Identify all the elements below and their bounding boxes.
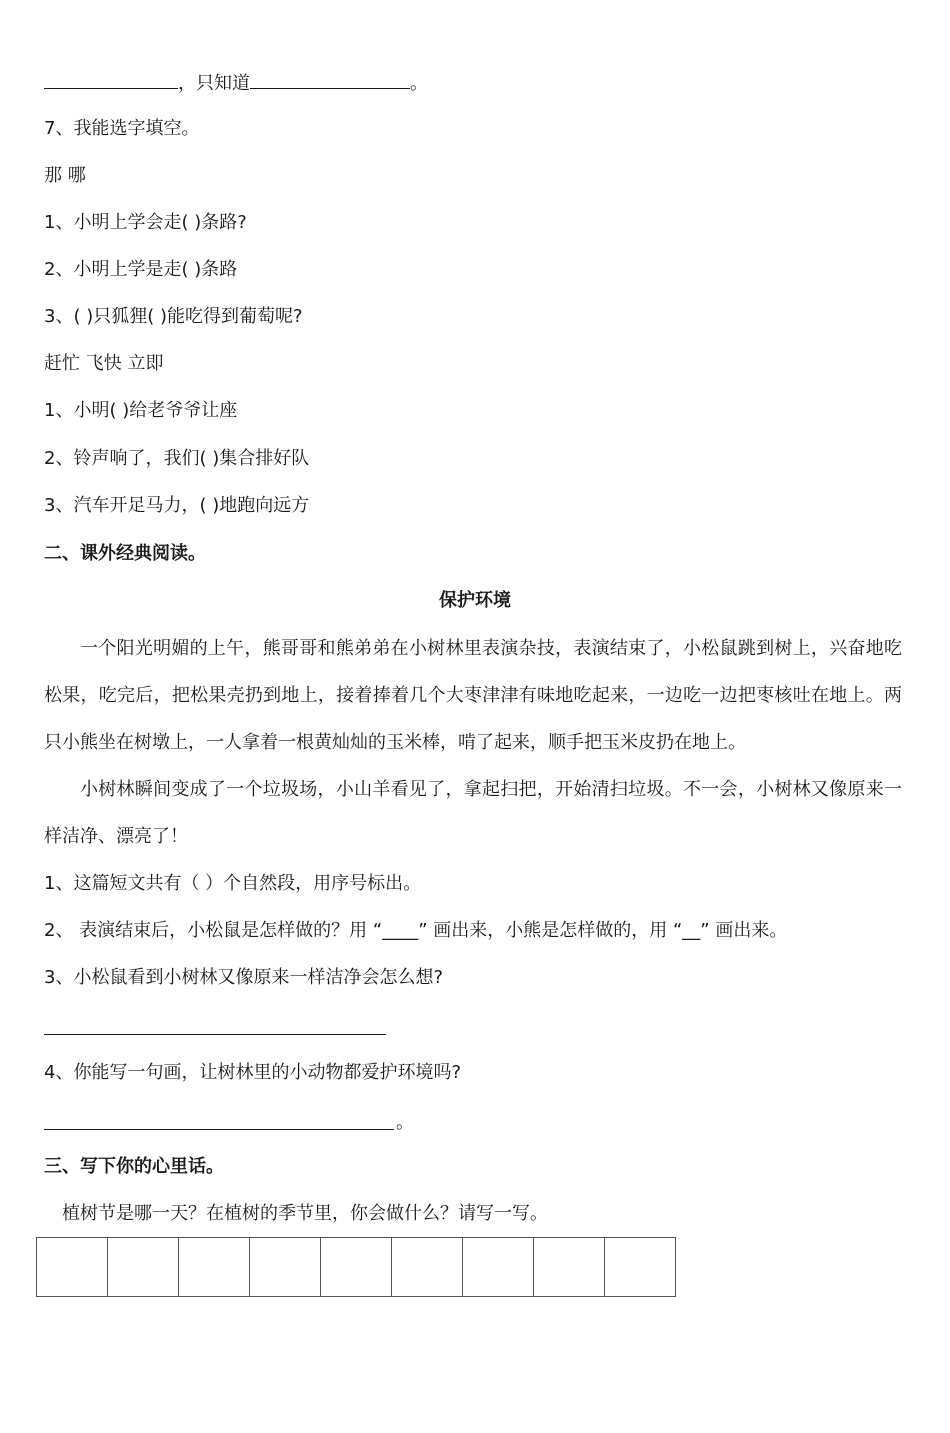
passage-paragraph: 一个阳光明媚的上午，熊哥哥和熊弟弟在小树林里表演杂技，表演结束了，小松鼠跳到树上，兴奋地吃松果，吃完后，把松果壳扔到地上，接着捧着几个大枣津津有味地吃起来，一边吃一边把枣核吐在地上。两只小熊坐在树墩上，一人拿着一根黄灿灿的玉米棒，啃了起来，顺手把玉米皮扔在地上。 (44, 638, 902, 753)
grid-cell[interactable] (392, 1238, 463, 1297)
grid-cell[interactable] (463, 1238, 534, 1297)
grid-cell[interactable] (534, 1238, 605, 1297)
grid-cell[interactable] (179, 1238, 250, 1297)
grid-cell[interactable] (37, 1238, 108, 1297)
question: 1、这篇短文共有（ ）个自然段，用序号标出。 (44, 873, 422, 894)
list-item: 3、汽车开足马力，( )地跑向远方 (44, 495, 310, 516)
grid-cell[interactable] (605, 1238, 676, 1297)
grid-cell[interactable] (250, 1238, 321, 1297)
section-heading: 三、写下你的心里话。 (44, 1156, 224, 1177)
fill-in-line (44, 70, 428, 96)
line-text: ，只知道 (178, 73, 250, 94)
writing-prompt: 植树节是哪一天？在植树的季节里，你会做什么？请写一写。 (62, 1203, 548, 1224)
answer-line[interactable] (44, 1034, 386, 1035)
answer-end: 。 (396, 1112, 414, 1133)
question: 3、小松鼠看到小树林又像原来一样洁净会怎么想? (44, 967, 444, 988)
answer-blank[interactable] (44, 70, 178, 89)
q7-heading: 7、我能选字填空。 (44, 118, 200, 139)
list-item: 1、小明( )给老爷爷让座 (44, 400, 238, 421)
grid-cell[interactable] (321, 1238, 392, 1297)
question: 4、你能写一句画，让树林里的小动物都爱护环境吗? (44, 1062, 462, 1083)
writing-grid (36, 1237, 676, 1297)
line-end: 。 (410, 73, 428, 94)
list-item: 2、铃声响了，我们( )集合排好队 (44, 448, 310, 469)
answer-blank[interactable] (250, 70, 410, 89)
answer-line[interactable] (44, 1129, 394, 1130)
list-item: 1、小明上学会走( )条路? (44, 212, 247, 233)
section-heading: 二、课外经典阅读。 (44, 543, 206, 564)
word-choices: 赶忙 飞快 立即 (44, 353, 164, 374)
list-item: 2、小明上学是走( )条路 (44, 259, 238, 280)
list-item: 3、( )只狐狸( )能吃得到葡萄呢? (44, 306, 303, 327)
question: 2、 表演结束后，小松鼠是怎样做的？用 “____” 画出来，小熊是怎样做的，用 “__” 画出来。 (44, 920, 788, 941)
grid-cell[interactable] (108, 1238, 179, 1297)
word-choices: 那 哪 (44, 165, 86, 186)
passage-paragraph: 小树林瞬间变成了一个垃圾场，小山羊看见了，拿起扫把，开始清扫垃圾。不一会，小树林又像原来一样洁净、漂亮了！ (44, 779, 902, 847)
passage-title: 保护环境 (439, 590, 511, 611)
